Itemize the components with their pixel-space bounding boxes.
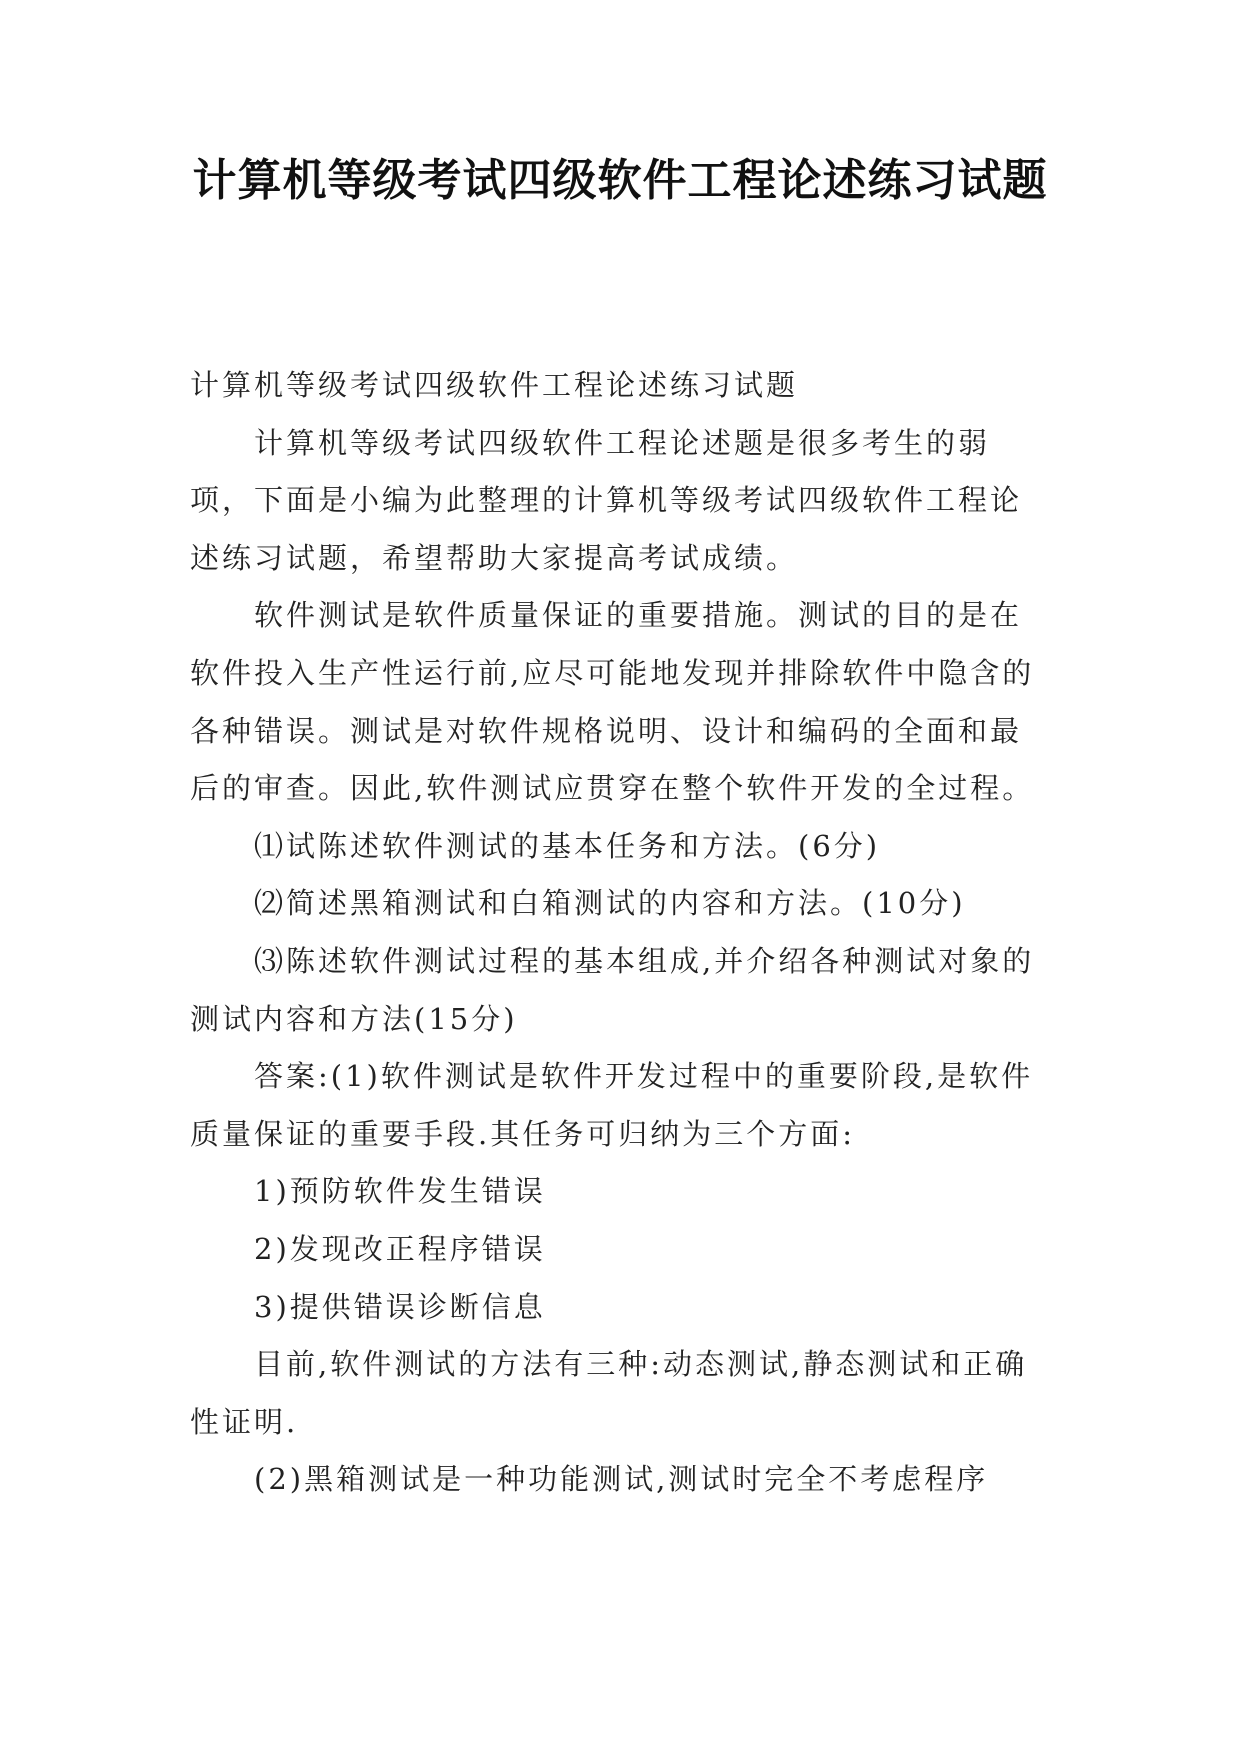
question-item: ⑶陈述软件测试过程的基本组成,并介绍各种测试对象的测试内容和方法(15分) <box>190 943 1035 1036</box>
document-body <box>190 357 1050 1509</box>
paragraph: 目前,软件测试的方法有三种:动态测试,静态测试和正确性证明. <box>190 1347 1028 1439</box>
paragraph: 计算机等级考试四级软件工程论述题是很多考生的弱项，下面是小编为此整理的计算机等级考试四级软件工程论述练习试题，希望帮助大家提高考试成绩。 <box>190 425 1023 575</box>
answer-paragraph: (2)黑箱测试是一种功能测试,测试时完全不考虑程序 <box>254 1462 989 1497</box>
list-item: 3)提供错误诊断信息 <box>254 1289 546 1324</box>
answer-paragraph: 答案:(1)软件测试是软件开发过程中的重要阶段,是软件质量保证的重要手段.其任务可归纳为三个方面: <box>190 1059 1034 1151</box>
paragraph: 计算机等级考试四级软件工程论述练习试题 <box>190 368 799 402</box>
list-item: 1)预防软件发生错误 <box>254 1174 546 1209</box>
list-item: 2)发现改正程序错误 <box>254 1231 546 1266</box>
question-item: ⑵简述黑箱测试和白箱测试的内容和方法。(10分) <box>254 886 966 921</box>
question-item: ⑴试陈述软件测试的基本任务和方法。(6分) <box>254 828 881 863</box>
paragraph: 软件测试是软件质量保证的重要措施。测试的目的是在软件投入生产性运行前,应尽可能地发现并排除软件中隐含的各种错误。测试是对软件规格说明、设计和编码的全面和最后的审查。因此,软件测试应贯穿在整个软件开发的全过程。 <box>190 598 1035 806</box>
document-title: 计算机等级考试四级软件工程论述练习试题 <box>192 155 1048 206</box>
